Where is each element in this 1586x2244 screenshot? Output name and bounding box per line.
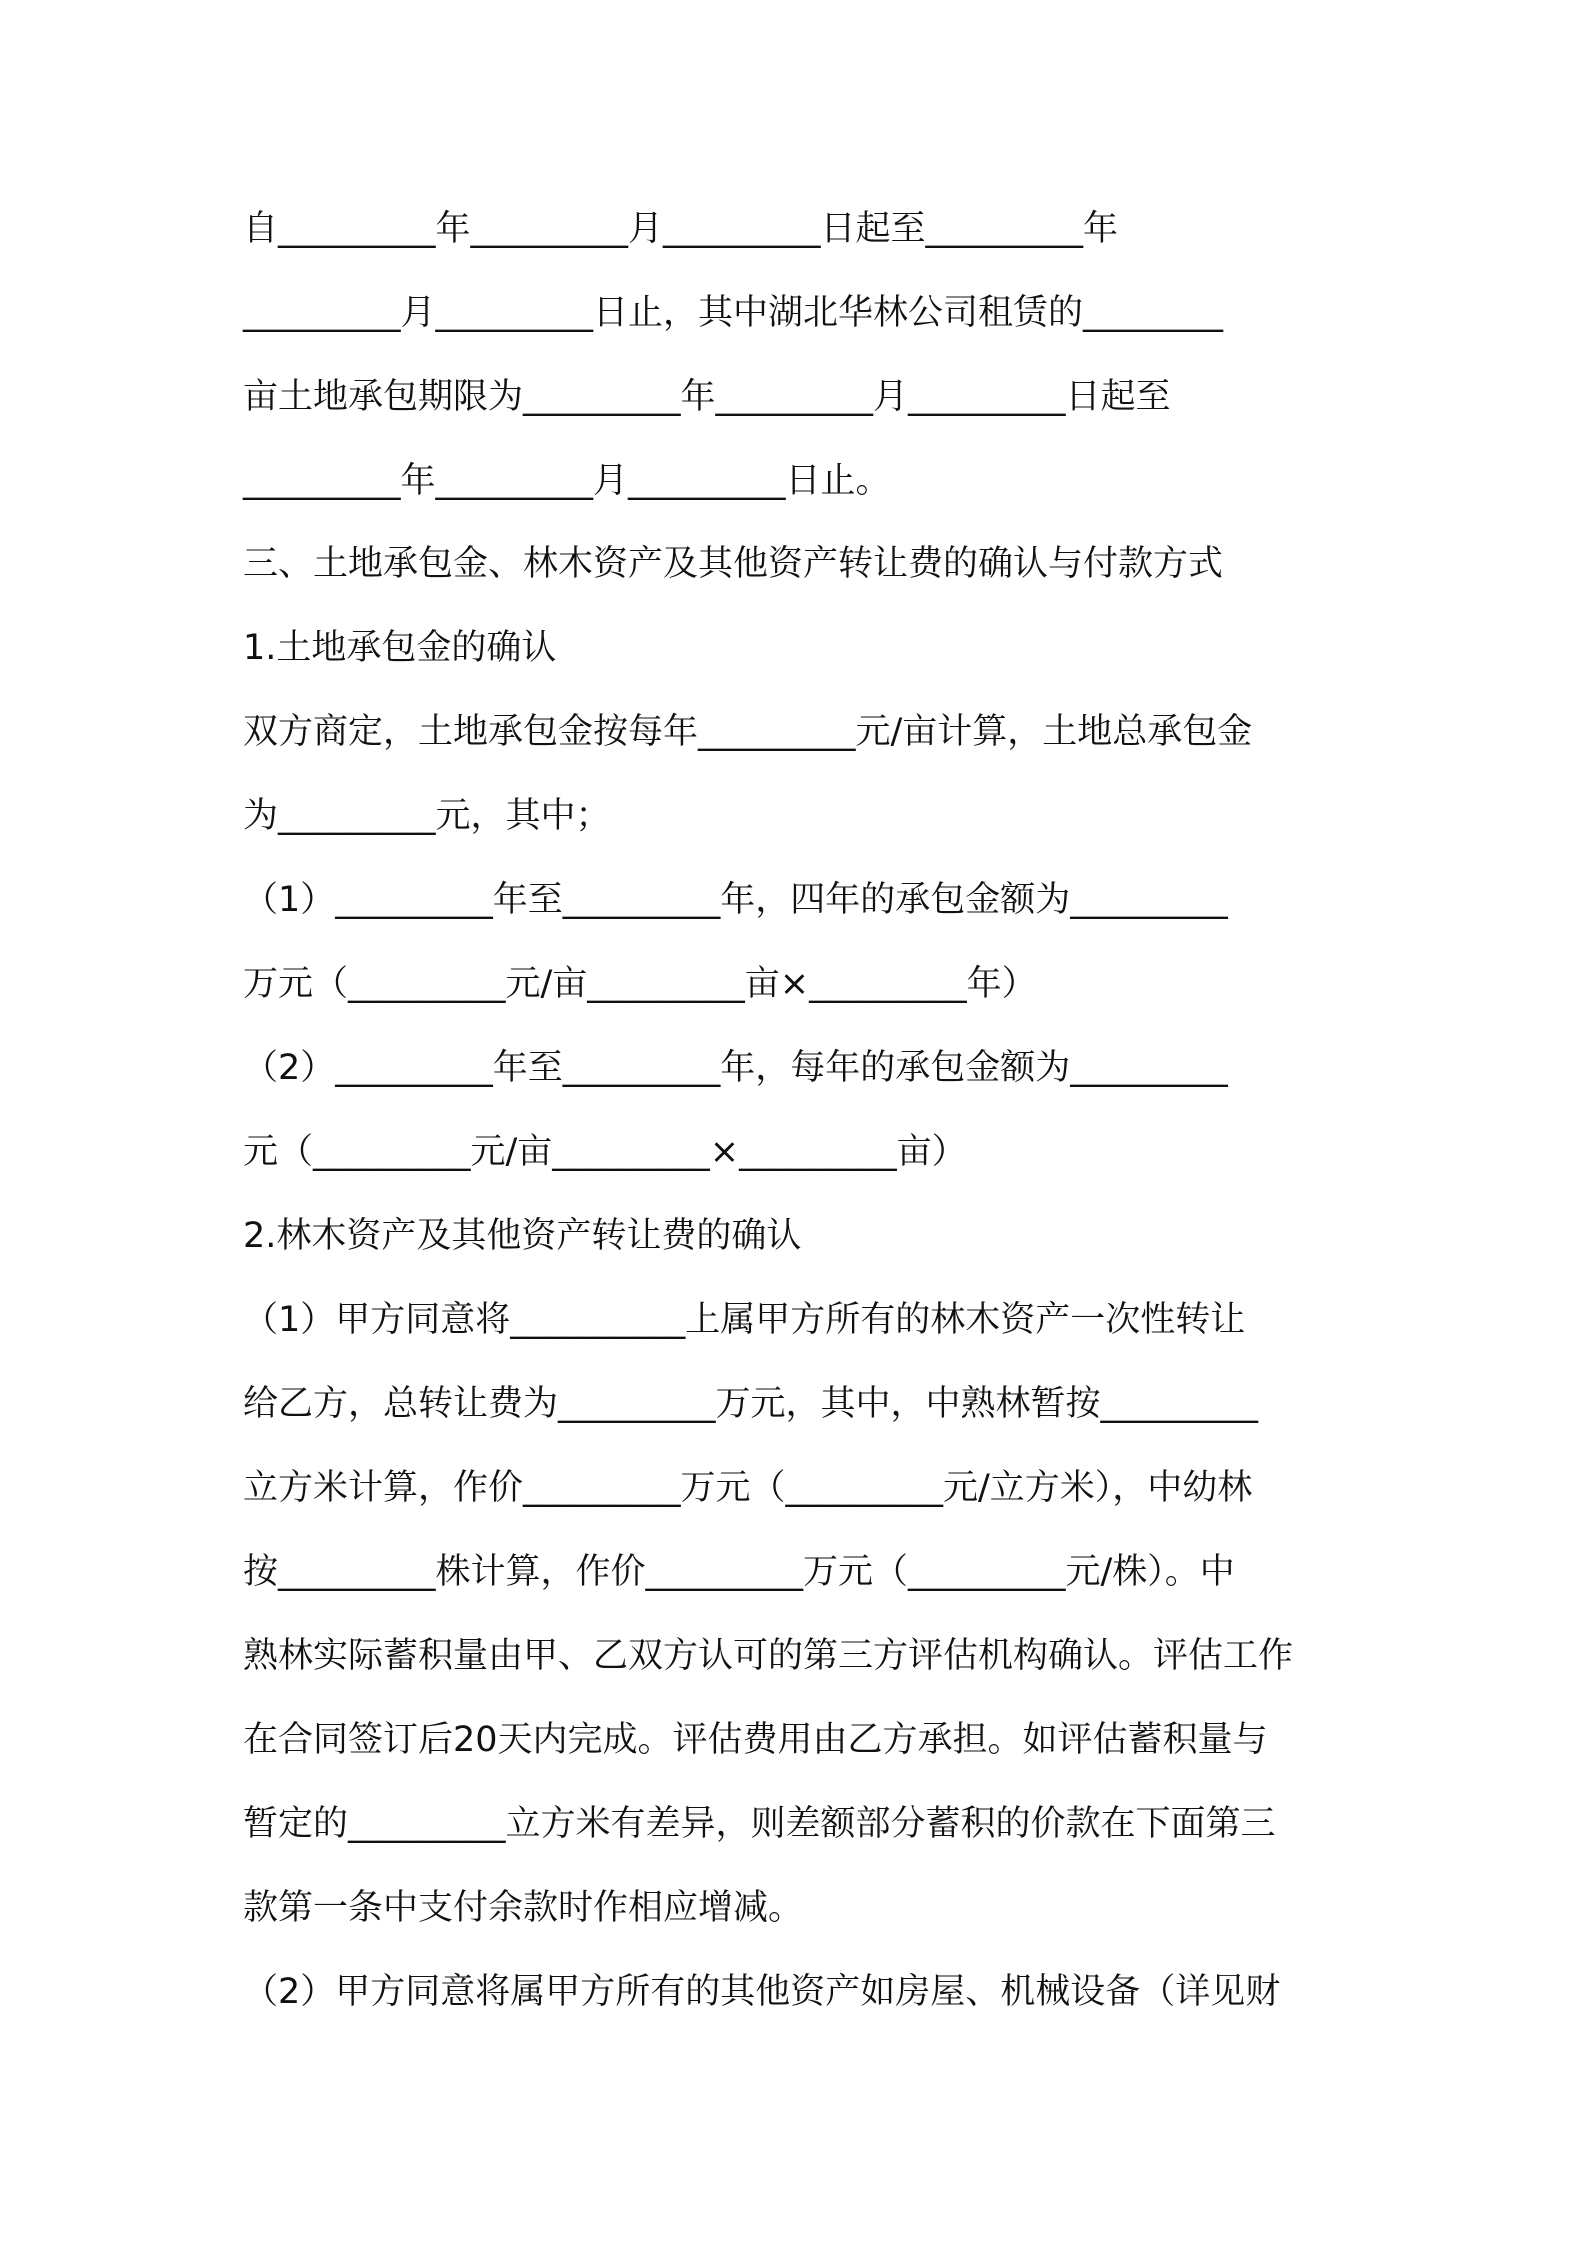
text-line: _________年_________月_________日止。 <box>243 461 891 501</box>
subsection-heading: 2.林木资产及其他资产转让费的确认 <box>243 1216 802 1256</box>
text-line: _________月_________日止，其中湖北华林公司租赁的________ <box>243 293 1224 333</box>
text-line: 万元（_________元/亩_________亩×_________年） <box>243 964 1037 1004</box>
text-line: （2）_________年至_________年，每年的承包金额为_________ <box>243 1048 1228 1088</box>
text-line: 元（_________元/亩_________×_________亩） <box>243 1132 967 1172</box>
text-line: 款第一条中支付余款时作相应增减。 <box>243 1888 804 1928</box>
subsection-heading: 1.土地承包金的确认 <box>243 628 557 668</box>
text-line: 暂定的_________立方米有差异，则差额部分蓄积的价款在下面第三 <box>243 1804 1276 1844</box>
text-line: （1）_________年至_________年，四年的承包金额为_________ <box>243 880 1228 920</box>
section-heading: 三、土地承包金、林木资产及其他资产转让费的确认与付款方式 <box>243 544 1224 584</box>
text-line: 立方米计算，作价_________万元（_________元/立方米），中幼林 <box>243 1468 1253 1508</box>
text-line: 在合同签订后20天内完成。评估费用由乙方承担。如评估蓄积量与 <box>243 1720 1268 1760</box>
text-line: 给乙方，总转让费为_________万元，其中，中熟林暂按_________ <box>243 1384 1259 1424</box>
text-line: 熟林实际蓄积量由甲、乙双方认可的第三方评估机构确认。评估工作 <box>243 1636 1294 1676</box>
text-line: 双方商定，土地承包金按每年_________元/亩计算，土地总承包金 <box>243 712 1253 752</box>
text-line: 亩土地承包期限为_________年_________月_________日起至 <box>243 377 1171 417</box>
text-line: （2）甲方同意将属甲方所有的其他资产如房屋、机械设备（详见财 <box>243 1972 1281 2012</box>
text-line: 为_________元，其中； <box>243 796 611 836</box>
text-line: 按_________株计算，作价_________万元（_________元/株）。中 <box>243 1552 1235 1592</box>
text-line: （1）甲方同意将__________上属甲方所有的林木资产一次性转让 <box>243 1300 1246 1340</box>
text-line: 自_________年_________月_________日起至_________年 <box>243 209 1119 249</box>
